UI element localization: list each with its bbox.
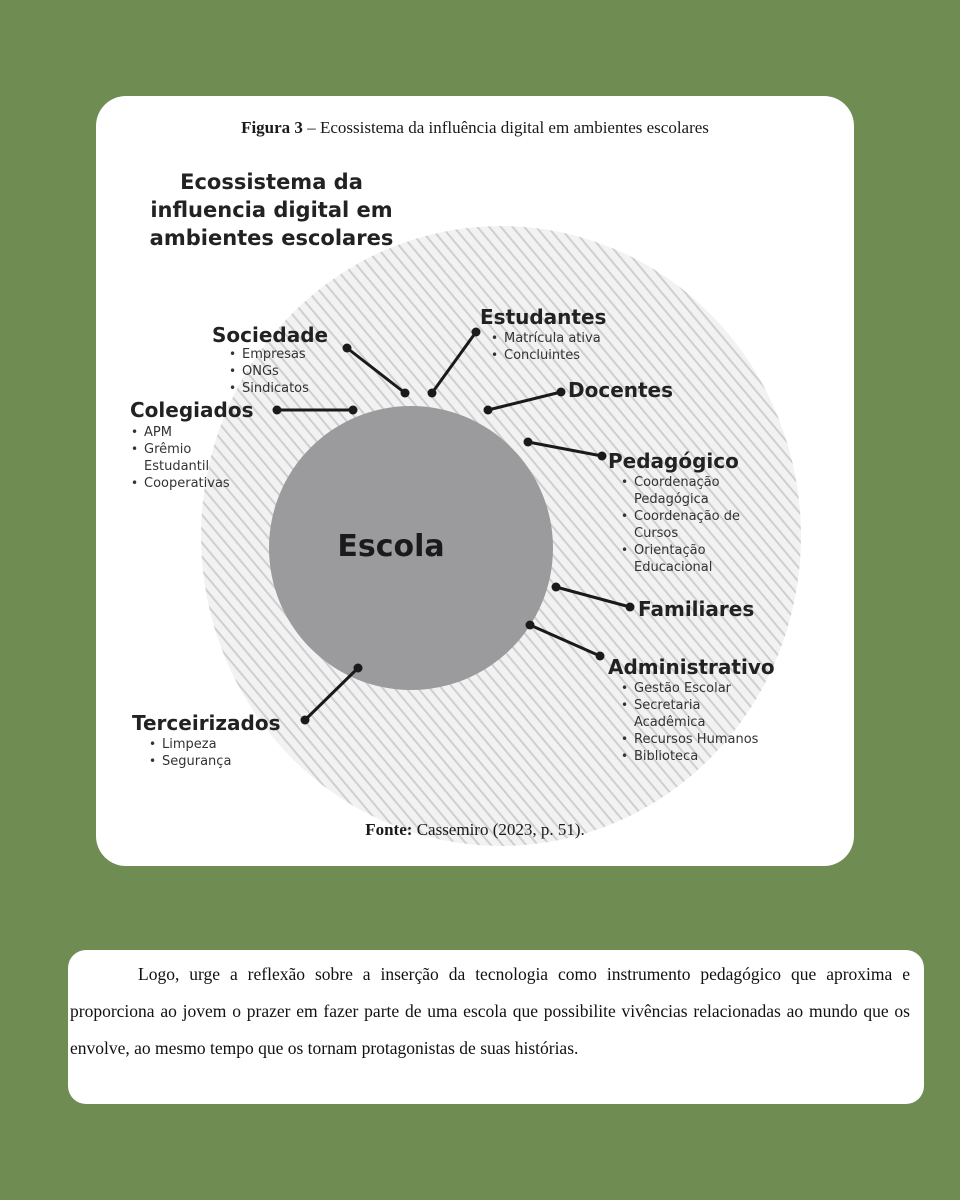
node-estudantes-title: Estudantes — [480, 305, 607, 329]
connector-familiares-dot-outer — [626, 603, 635, 612]
connector-docentes-dot-inner — [484, 406, 493, 415]
list-item: • Grêmio Estudantil — [130, 441, 224, 475]
node-estudantes-items — [480, 330, 606, 364]
list-item: • Biblioteca — [620, 748, 795, 765]
list-item: • Gestão Escolar — [620, 680, 795, 697]
node-colegiados-title: Colegiados — [130, 398, 254, 422]
node-terceirizados-title: Terceirizados — [132, 711, 281, 735]
connector-estudantes-dot-inner — [428, 389, 437, 398]
connector-administrativo-dot-outer — [596, 652, 605, 661]
connector-pedagogico-dot-outer — [598, 452, 607, 461]
node-pedagogico-items — [620, 474, 750, 576]
list-item: • Cooperativas — [130, 475, 240, 492]
figure-caption-label: Figura 3 — [241, 118, 303, 137]
connector-pedagogico-dot-inner — [524, 438, 533, 447]
node-terceirizados — [132, 712, 281, 770]
connector-colegiados-dot-inner — [349, 406, 358, 415]
list-item: • ONGs — [228, 363, 328, 380]
list-item: • Matrícula ativa — [490, 330, 606, 347]
list-item: • Coordenação Pedagógica — [620, 474, 750, 508]
node-terceirizados-items — [132, 736, 281, 770]
list-item: • Secretaria Acadêmica — [620, 697, 729, 731]
list-item: • Sindicatos — [228, 380, 328, 397]
center-label: Escola — [337, 529, 445, 564]
figure-card — [96, 96, 854, 866]
node-docentes-title: Docentes — [568, 378, 674, 402]
list-item: • Coordenação de Cursos — [620, 508, 750, 542]
list-item: • Limpeza — [148, 736, 281, 753]
connector-docentes-dot-outer — [557, 388, 566, 397]
figure-caption-text: – Ecossistema da influência digital em ambientes escolares — [302, 118, 709, 137]
connector-sociedade-dot-outer — [343, 344, 352, 353]
connector-terceirizados-dot-outer — [301, 716, 310, 725]
node-sociedade — [212, 324, 328, 397]
node-familiares-title: Familiares — [638, 597, 755, 621]
list-item: • Orientação Educacional — [620, 542, 750, 576]
list-item: • Concluintes — [490, 347, 606, 364]
node-docentes — [568, 379, 673, 401]
node-colegiados — [130, 399, 290, 492]
list-item: • Recursos Humanos — [620, 731, 795, 748]
figure-source-label: Fonte: — [365, 820, 413, 839]
node-administrativo-title: Administrativo — [608, 655, 775, 679]
diagram-title: Ecossistema da influencia digital em ambientes escolares — [149, 170, 394, 250]
list-item: • Segurança — [148, 753, 281, 770]
connector-sociedade-dot-inner — [401, 389, 410, 398]
connector-familiares-dot-inner — [552, 583, 561, 592]
node-pedagogico-title: Pedagógico — [608, 449, 739, 473]
body-paragraph: Logo, urge a reflexão sobre a inserção da tecnologia como instrumento pedagógico que aproxima e proporciona ao jovem o prazer em fazer parte de uma escola que possibilite vivências relacionadas ao mundo que os envolve, ao mesmo tempo que os tornam protagonistas de suas histórias. — [70, 964, 910, 1058]
node-sociedade-items — [212, 346, 328, 397]
text-card — [68, 950, 924, 1104]
list-item: • APM — [130, 424, 240, 441]
node-administrativo-items — [620, 680, 795, 765]
node-pedagogico — [608, 450, 758, 576]
figure-source-text: Cassemiro (2023, p. 51). — [412, 820, 585, 839]
list-item: • Empresas — [228, 346, 328, 363]
node-estudantes — [480, 306, 606, 364]
node-administrativo — [608, 656, 808, 765]
figure-source — [96, 820, 854, 840]
node-sociedade-title: Sociedade — [212, 323, 329, 347]
node-familiares — [638, 598, 754, 620]
connector-terceirizados-dot-inner — [354, 664, 363, 673]
node-colegiados-items — [130, 424, 240, 492]
connector-administrativo-dot-inner — [526, 621, 535, 630]
